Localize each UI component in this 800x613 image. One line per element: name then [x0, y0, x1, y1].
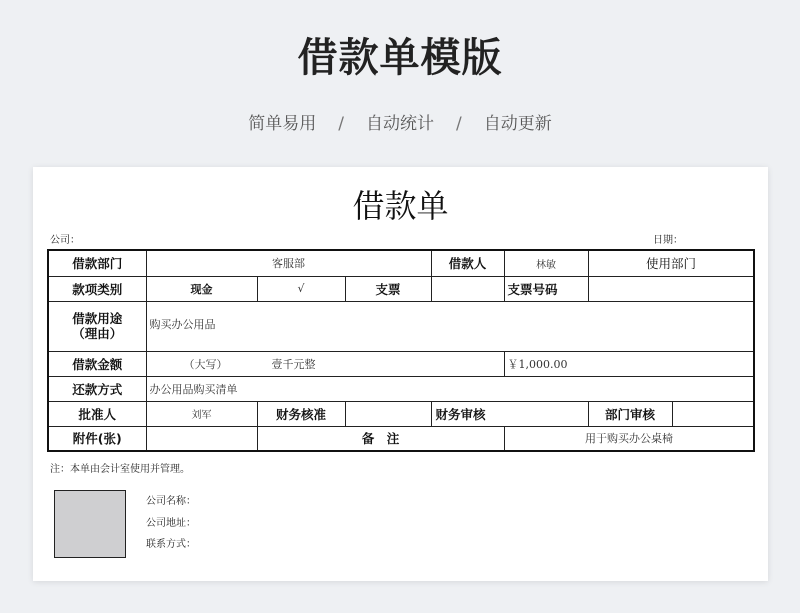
cheque-no-value[interactable] — [588, 276, 754, 301]
purpose-value[interactable]: 购买办公用品 — [146, 301, 754, 351]
amount-num-value[interactable]: ￥1,000.00 — [504, 351, 754, 376]
separator: / — [456, 114, 462, 134]
borrower-label: 借款人 — [431, 250, 504, 276]
cash-label: 现金 — [146, 276, 257, 301]
purpose-label — [48, 301, 146, 351]
table-row — [48, 426, 754, 451]
repay-label: 还款方式 — [48, 376, 146, 401]
dept-review-value[interactable] — [672, 401, 754, 426]
amount-label: 借款金额 — [48, 351, 146, 376]
dept-value[interactable]: 客服部 — [146, 250, 431, 276]
table-row — [48, 376, 754, 401]
page-title: 借款单模版 — [297, 35, 503, 81]
company-info — [146, 491, 196, 556]
table-row — [48, 250, 754, 276]
form-title: 借款单 — [352, 187, 449, 225]
use-dept-label: 使用部门 — [588, 250, 754, 276]
loan-form-sheet — [33, 167, 768, 581]
company-contact-label: 联系方式： — [146, 539, 196, 550]
table-row — [48, 351, 754, 376]
dept-review-label: 部门审核 — [588, 401, 672, 426]
repay-value[interactable]: 办公用品购买清单 — [146, 376, 754, 401]
purpose-label-line1: 借款用途 — [72, 311, 123, 326]
fin-check-value[interactable] — [345, 401, 431, 426]
amount-caps-cell[interactable] — [146, 351, 504, 376]
fin-review-label: 财务审核 — [431, 401, 588, 426]
purpose-label-line2: （理由） — [72, 326, 123, 341]
feature-auto-stat: 自动统计 — [366, 114, 434, 134]
feature-tagline — [0, 112, 800, 136]
company-address-label: 公司地址： — [146, 517, 196, 529]
dept-label: 借款部门 — [48, 250, 146, 276]
loan-form-table — [47, 249, 755, 452]
separator: / — [338, 114, 344, 134]
remark-label: 备 注 — [257, 426, 504, 451]
type-label: 款项类别 — [48, 276, 146, 301]
company-name-label: 公司名称： — [146, 496, 196, 507]
table-row — [48, 301, 754, 351]
cash-check[interactable]: √ — [257, 276, 345, 301]
logo-placeholder — [54, 490, 126, 558]
table-row — [48, 276, 754, 301]
approver-value[interactable]: 刘军 — [146, 401, 257, 426]
date-label: 日期： — [653, 235, 683, 246]
feature-easy: 简单易用 — [248, 114, 317, 134]
footnote: 注：本单由会计室使用并管理。 — [50, 464, 190, 475]
attach-value[interactable] — [146, 426, 257, 451]
attach-label: 附件(张) — [48, 426, 146, 451]
remark-value[interactable]: 用于购买办公桌椅 — [504, 426, 754, 451]
fin-check-label: 财务核准 — [257, 401, 345, 426]
approver-label: 批准人 — [48, 401, 146, 426]
cheque-value[interactable] — [431, 276, 504, 301]
cheque-label: 支票 — [345, 276, 431, 301]
borrower-value[interactable]: 林敏 — [504, 250, 588, 276]
amount-caps-value: 壹千元整 — [271, 357, 316, 371]
company-label: 公司： — [50, 235, 80, 246]
cheque-no-label: 支票号码 — [504, 276, 588, 301]
feature-auto-update: 自动更新 — [483, 114, 552, 134]
table-row — [48, 401, 754, 426]
amount-caps-label: （大写） — [183, 357, 228, 371]
